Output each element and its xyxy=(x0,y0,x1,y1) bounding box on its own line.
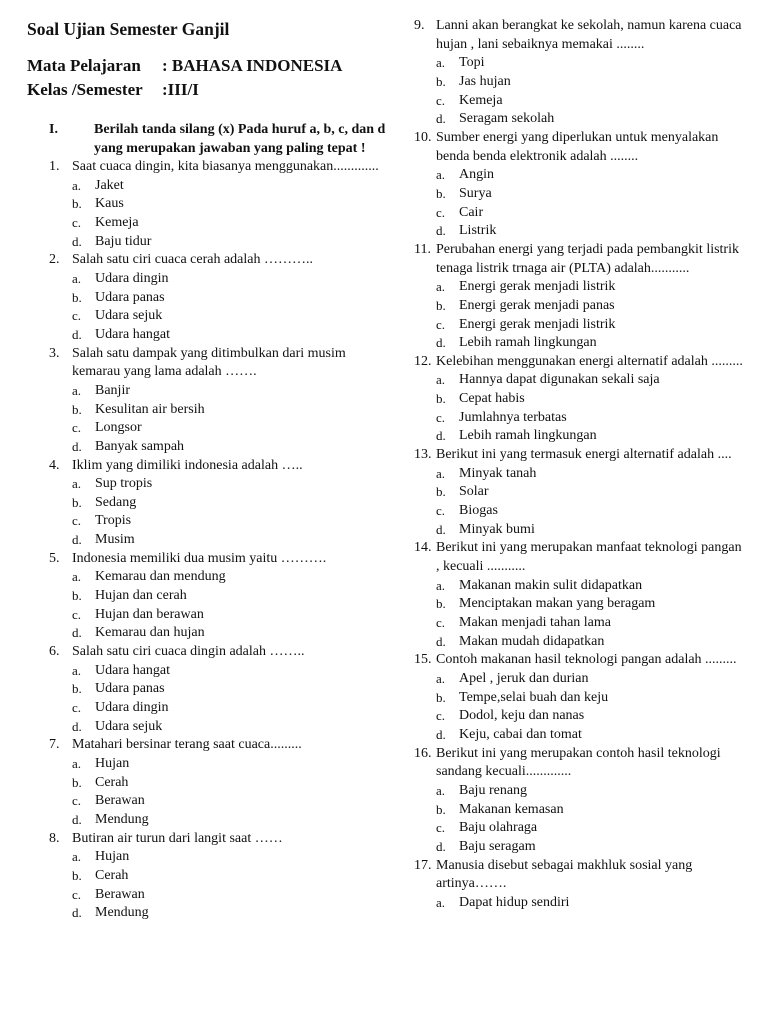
option-text: Cerah xyxy=(95,774,129,790)
option-text: Energi gerak menjadi listrik xyxy=(459,279,616,295)
option-text: Udara sejuk xyxy=(95,718,163,734)
option-text: Makanan makin sulit didapatkan xyxy=(459,577,643,593)
question-number: 5. xyxy=(49,550,60,566)
option-text: Jas hujan xyxy=(459,73,511,89)
option-letter: a. xyxy=(72,849,82,865)
question-text: Salah satu dampak yang ditimbulkan dari musim kemarau yang lama adalah ……. xyxy=(72,345,346,380)
answer-option[interactable] xyxy=(436,222,768,241)
answer-option[interactable] xyxy=(72,606,400,625)
option-text: Baju renang xyxy=(459,782,528,798)
option-text: Mendung xyxy=(95,811,149,827)
question-text: Iklim yang dimiliki indonesia adalah ….. xyxy=(72,457,303,473)
option-letter: c. xyxy=(436,316,446,332)
answer-option[interactable] xyxy=(72,531,400,550)
option-text: Surya xyxy=(459,185,492,201)
question-item xyxy=(0,830,400,923)
answer-option[interactable] xyxy=(72,270,400,289)
answer-option[interactable] xyxy=(436,334,768,353)
option-text: Longsor xyxy=(95,420,142,436)
answer-option[interactable] xyxy=(436,689,768,708)
instruction-number: I. xyxy=(49,122,58,137)
option-letter: a. xyxy=(72,382,82,398)
option-text: Sup tropis xyxy=(95,476,153,492)
answer-option[interactable] xyxy=(72,867,400,886)
question-text: Butiran air turun dari langit saat …… xyxy=(72,830,283,846)
question-item xyxy=(400,353,768,446)
question-list-left xyxy=(0,158,400,923)
option-letter: d. xyxy=(436,633,446,649)
question-text: Perubahan energi yang terjadi pada pembangkit listrik tenaga listrik trnaga air (PLTA) adalah........... xyxy=(436,241,739,276)
question-text: Sumber energi yang diperlukan untuk menyalakan benda benda elektronik adalah ........ xyxy=(436,129,719,164)
option-text: Hujan dan berawan xyxy=(95,606,204,622)
answer-option[interactable] xyxy=(436,819,768,838)
option-text: Baju seragam xyxy=(459,838,536,854)
option-letter: b. xyxy=(436,689,446,705)
option-letter: b. xyxy=(72,588,82,604)
question-item xyxy=(400,129,768,241)
answer-option[interactable] xyxy=(436,427,768,446)
option-letter: b. xyxy=(72,196,82,212)
answer-option[interactable] xyxy=(72,233,400,252)
question-item xyxy=(400,539,768,651)
answer-option[interactable] xyxy=(72,680,400,699)
question-number: 2. xyxy=(49,252,60,268)
option-letter: c. xyxy=(72,793,82,809)
option-text: Apel , jeruk dan durian xyxy=(459,670,589,686)
option-letter: b. xyxy=(436,801,446,817)
answer-option[interactable] xyxy=(436,707,768,726)
option-text: Udara dingin xyxy=(95,270,169,286)
answer-option[interactable] xyxy=(72,289,400,308)
question-item xyxy=(0,550,400,643)
answer-option[interactable] xyxy=(72,568,400,587)
question-text: Kelebihan menggunakan energi alternatif adalah ......... xyxy=(436,353,743,369)
answer-option[interactable] xyxy=(72,886,400,905)
answer-option[interactable] xyxy=(436,633,768,652)
answer-option[interactable] xyxy=(436,670,768,689)
answer-option[interactable] xyxy=(72,494,400,513)
option-text: Jumlahnya terbatas xyxy=(459,409,567,425)
answer-option[interactable] xyxy=(436,110,768,129)
option-letter: a. xyxy=(436,167,446,183)
answer-option[interactable] xyxy=(436,502,768,521)
option-letter: b. xyxy=(72,289,82,305)
option-text: Banjir xyxy=(95,382,130,398)
option-text: Keju, cabai dan tomat xyxy=(459,726,582,742)
option-letter: b. xyxy=(436,185,446,201)
option-letter: d. xyxy=(72,532,82,548)
question-number: 1. xyxy=(49,159,60,174)
option-text: Musim xyxy=(95,532,135,548)
subject-line xyxy=(27,56,342,76)
answer-option[interactable] xyxy=(436,577,768,596)
option-text: Udara hangat xyxy=(95,326,171,342)
option-letter: a. xyxy=(72,756,82,771)
instruction-text: Berilah tanda silang (x) Pada huruf a, b, c, dan d yang merupakan jawaban yang paling tepat ! xyxy=(94,122,386,156)
option-letter: a. xyxy=(436,279,446,295)
option-letter: c. xyxy=(72,308,82,324)
subject-value: : BAHASA INDONESIA xyxy=(162,56,343,75)
answer-option[interactable] xyxy=(72,624,400,643)
question-item xyxy=(400,651,768,744)
answer-option[interactable] xyxy=(436,73,768,92)
option-letter: a. xyxy=(436,894,446,910)
option-text: Cepat habis xyxy=(459,391,525,407)
option-letter: c. xyxy=(436,92,446,108)
answer-option[interactable] xyxy=(72,475,400,494)
option-text: Tempe,selai buah dan keju xyxy=(459,689,609,705)
answer-option[interactable] xyxy=(72,699,400,718)
option-letter: a. xyxy=(436,782,446,798)
answer-option[interactable] xyxy=(72,177,400,196)
answer-option[interactable] xyxy=(72,774,400,793)
question-text: Lanni akan berangkat ke sekolah, namun karena cuaca hujan , lani sebaiknya memakai ........ xyxy=(436,18,742,52)
option-text: Kemeja xyxy=(459,92,503,108)
question-item xyxy=(0,643,400,736)
option-letter: a. xyxy=(436,372,446,388)
option-text: Kesulitan air bersih xyxy=(95,401,205,417)
option-text: Kemarau dan hujan xyxy=(95,625,205,641)
option-text: Kemarau dan mendung xyxy=(95,569,226,585)
option-text: Hujan xyxy=(95,849,130,865)
answer-option[interactable] xyxy=(436,371,768,390)
option-text: Cair xyxy=(459,204,484,220)
question-item xyxy=(0,457,400,550)
question-text: Berikut ini yang termasuk energi alternatif adalah .... xyxy=(436,447,732,463)
option-letter: a. xyxy=(436,670,446,686)
option-letter: a. xyxy=(436,55,446,71)
option-text: Dapat hidup sendiri xyxy=(459,894,570,910)
question-text: Salah satu ciri cuaca dingin adalah …….. xyxy=(72,644,305,660)
answer-option[interactable] xyxy=(436,465,768,484)
class-label: Kelas /Semester xyxy=(27,80,143,99)
option-letter: d. xyxy=(72,905,82,921)
answer-option[interactable] xyxy=(72,662,400,681)
answer-option[interactable] xyxy=(72,438,400,457)
answer-option[interactable] xyxy=(436,92,768,111)
question-number: 12. xyxy=(414,353,432,369)
question-item xyxy=(400,17,768,129)
question-item xyxy=(0,251,400,344)
question-text: Berikut ini yang merupakan manfaat teknologi pangan , kecuali ........... xyxy=(436,540,742,575)
option-letter: c. xyxy=(436,708,446,724)
answer-option[interactable] xyxy=(72,214,400,233)
option-letter: b. xyxy=(72,867,82,883)
answer-option[interactable] xyxy=(436,894,768,913)
option-letter: b. xyxy=(436,484,446,500)
option-letter: d. xyxy=(436,111,446,127)
answer-option[interactable] xyxy=(72,718,400,737)
option-letter: d. xyxy=(72,625,82,641)
option-text: Lebih ramah lingkungan xyxy=(459,428,597,444)
answer-option[interactable] xyxy=(72,904,400,923)
option-letter: b. xyxy=(72,494,82,510)
question-number: 11. xyxy=(414,241,431,257)
option-text: Minyak bumi xyxy=(459,521,535,537)
question-item xyxy=(0,345,400,457)
question-number: 4. xyxy=(49,457,60,473)
option-letter: d. xyxy=(436,223,446,239)
option-text: Solar xyxy=(459,484,489,500)
option-letter: c. xyxy=(72,886,82,902)
option-letter: a. xyxy=(72,177,82,193)
question-number: 6. xyxy=(49,644,60,660)
option-letter: c. xyxy=(72,700,82,716)
answer-option[interactable] xyxy=(436,614,768,633)
answer-option[interactable] xyxy=(72,587,400,606)
question-text: Salah satu ciri cuaca cerah adalah ……….. xyxy=(72,252,314,268)
answer-option[interactable] xyxy=(436,316,768,335)
answer-option[interactable] xyxy=(436,483,768,502)
question-number: 10. xyxy=(414,129,432,145)
answer-option[interactable] xyxy=(436,409,768,428)
option-letter: c. xyxy=(72,420,82,436)
question-item xyxy=(400,446,768,539)
question-item xyxy=(400,241,768,353)
option-text: Udara hangat xyxy=(95,662,171,678)
option-letter: d. xyxy=(436,521,446,537)
question-number: 14. xyxy=(414,540,432,556)
option-text: Kemeja xyxy=(95,214,139,230)
option-letter: c. xyxy=(436,204,446,220)
answer-option[interactable] xyxy=(436,54,768,73)
answer-option[interactable] xyxy=(72,401,400,420)
option-letter: c. xyxy=(436,409,446,425)
option-letter: a. xyxy=(72,270,82,286)
option-letter: b. xyxy=(436,297,446,313)
question-text: Manusia disebut sebagai makhluk sosial yang artinya……. xyxy=(436,857,693,892)
option-text: Dodol, keju dan nanas xyxy=(459,708,585,724)
option-letter: d. xyxy=(72,718,82,734)
option-letter: c. xyxy=(72,606,82,622)
option-letter: d. xyxy=(72,233,82,249)
answer-option[interactable] xyxy=(72,326,400,345)
option-text: Makan menjadi tahan lama xyxy=(459,615,611,630)
option-text: Sedang xyxy=(95,494,137,510)
answer-option[interactable] xyxy=(72,755,400,774)
option-text: Hujan xyxy=(95,756,130,771)
option-letter: a. xyxy=(436,577,446,593)
option-letter: a. xyxy=(72,569,82,585)
option-text: Baju olahraga xyxy=(459,820,538,836)
question-text: Contoh makanan hasil teknologi pangan adalah ......... xyxy=(436,652,737,668)
option-text: Listrik xyxy=(459,223,497,239)
instruction xyxy=(49,121,394,158)
option-text: Makan mudah didapatkan xyxy=(459,633,605,649)
option-text: Energi gerak menjadi panas xyxy=(459,297,615,313)
option-text: Jaket xyxy=(95,177,124,193)
option-text: Baju tidur xyxy=(95,233,152,249)
option-letter: c. xyxy=(436,820,446,836)
option-letter: d. xyxy=(436,838,446,854)
question-text: Indonesia memiliki dua musim yaitu ………. xyxy=(72,550,327,566)
option-letter: c. xyxy=(436,615,446,630)
option-text: Mendung xyxy=(95,905,149,921)
option-text: Banyak sampah xyxy=(95,438,185,454)
option-text: Hujan dan cerah xyxy=(95,588,187,604)
answer-option[interactable] xyxy=(72,792,400,811)
answer-option[interactable] xyxy=(436,595,768,614)
option-text: Seragam sekolah xyxy=(459,111,555,127)
option-text: Kaus xyxy=(95,196,124,212)
question-list-right xyxy=(400,17,768,913)
option-letter: d. xyxy=(436,335,446,351)
option-letter: d. xyxy=(72,438,82,454)
option-text: Tropis xyxy=(95,513,132,529)
option-letter: d. xyxy=(436,428,446,444)
option-letter: b. xyxy=(72,401,82,417)
question-number: 13. xyxy=(414,447,432,463)
answer-option[interactable] xyxy=(72,419,400,438)
option-letter: c. xyxy=(72,513,82,529)
option-text: Udara panas xyxy=(95,681,165,697)
class-value: :III/I xyxy=(162,80,199,99)
option-text: Energi gerak menjadi listrik xyxy=(459,316,616,332)
question-number: 15. xyxy=(414,652,432,668)
answer-option[interactable] xyxy=(436,390,768,409)
answer-option[interactable] xyxy=(436,278,768,297)
question-number: 7. xyxy=(49,737,60,753)
option-text: Biogas xyxy=(459,503,498,519)
answer-option[interactable] xyxy=(436,838,768,857)
question-number: 3. xyxy=(49,345,60,361)
option-letter: d. xyxy=(72,326,82,342)
option-letter: b. xyxy=(72,681,82,697)
answer-option[interactable] xyxy=(436,185,768,204)
option-letter: d. xyxy=(72,811,82,827)
option-text: Makanan kemasan xyxy=(459,801,564,817)
subject-label: Mata Pelajaran xyxy=(27,56,141,75)
option-letter: b. xyxy=(436,73,446,89)
option-letter: a. xyxy=(72,476,82,492)
option-text: Hannya dapat digunakan sekali saja xyxy=(459,372,660,388)
option-text: Topi xyxy=(459,55,485,71)
question-item xyxy=(400,745,768,857)
option-text: Cerah xyxy=(95,867,129,883)
answer-option[interactable] xyxy=(72,382,400,401)
option-text: Berawan xyxy=(95,886,145,902)
option-text: Angin xyxy=(459,167,494,183)
question-number: 16. xyxy=(414,745,432,761)
answer-option[interactable] xyxy=(436,726,768,745)
option-text: Lebih ramah lingkungan xyxy=(459,335,597,351)
option-letter: d. xyxy=(436,726,446,742)
answer-option[interactable] xyxy=(436,521,768,540)
answer-option[interactable] xyxy=(72,195,400,214)
answer-option[interactable] xyxy=(436,782,768,801)
answer-option[interactable] xyxy=(72,307,400,326)
class-line xyxy=(27,80,199,100)
option-text: Udara panas xyxy=(95,289,165,305)
answer-option[interactable] xyxy=(436,204,768,223)
option-letter: b. xyxy=(72,774,82,790)
question-text: Berikut ini yang merupakan contoh hasil teknologi sandang kecuali............. xyxy=(436,745,721,780)
option-letter: c. xyxy=(436,503,446,519)
question-item xyxy=(0,736,400,829)
option-letter: a. xyxy=(436,465,446,481)
question-text: Matahari bersinar terang saat cuaca......... xyxy=(72,737,302,753)
question-item xyxy=(400,857,768,913)
option-letter: b. xyxy=(436,596,446,612)
option-text: Udara dingin xyxy=(95,700,169,716)
answer-option[interactable] xyxy=(72,512,400,531)
option-text: Udara sejuk xyxy=(95,308,163,324)
question-item xyxy=(0,158,400,251)
question-number: 9. xyxy=(414,18,425,33)
question-number: 17. xyxy=(414,857,432,873)
answer-option[interactable] xyxy=(72,848,400,867)
option-text: Berawan xyxy=(95,793,145,809)
option-letter: c. xyxy=(72,214,82,230)
question-number: 8. xyxy=(49,830,60,846)
page-title: Soal Ujian Semester Ganjil xyxy=(27,19,230,39)
option-text: Menciptakan makan yang beragam xyxy=(459,596,656,612)
answer-option[interactable] xyxy=(436,297,768,316)
answer-option[interactable] xyxy=(436,801,768,820)
answer-option[interactable] xyxy=(72,811,400,830)
option-letter: b. xyxy=(436,391,446,407)
option-text: Minyak tanah xyxy=(459,465,537,481)
option-letter: a. xyxy=(72,662,82,678)
question-text: Saat cuaca dingin, kita biasanya menggunakan............. xyxy=(72,159,379,174)
answer-option[interactable] xyxy=(436,166,768,185)
